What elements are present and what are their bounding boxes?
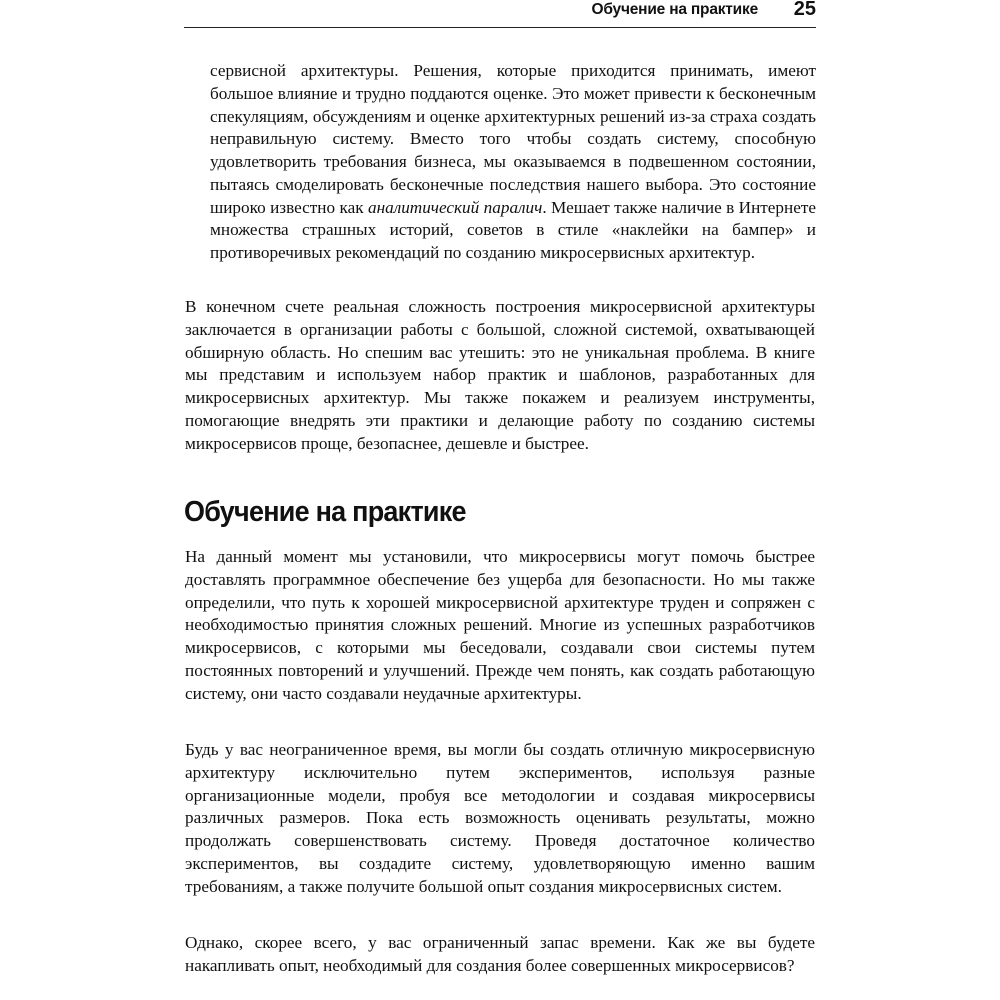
running-head-title: Обучение на практике: [591, 1, 758, 18]
running-head: [184, 0, 816, 28]
section-heading: Обучение на практике: [184, 496, 466, 528]
indented-paragraph: [210, 60, 816, 265]
page-number: 25: [793, 0, 816, 20]
quote-text-start: сервисной архитектуры. Решения, которые приходится принимать, имеют большое влияние и трудно поддаются оценке. Это может привести к бесконечным спекуляциям, обсуждениям и оценке архитектурных решений из-за страха создать неправильную систему. Вместо того чтобы создать систему, способную удовлетворить требования бизнеса, мы оказываемся в подвешенном состоянии, пытаясь смоделировать бесконечные последствия нашего выбора. Это состояние широко известно как: [210, 61, 816, 217]
paragraph-intro: На данный момент мы установили, что микросервисы могут помочь быстрее доставлять программное обеспечение без ущерба для безопасности. Но мы также определили, что путь к хорошей микросервисной архитектуре труден и сопряжен с необходимостью принятия сложных решений. Многие из успешных разработчиков микросервисов, с которыми мы беседовали, создавали свои системы путем постоянных повторений и улучшений. Прежде чем понять, как создать работающую систему, они часто создавали неудачные архитектуры.: [185, 547, 815, 703]
paragraph-complexity: В конечном счете реальная сложность построения микросервисной архитектуры заключается в организации работы с большой, сложной системой, охватывающей обширную область. Но спешим вас утешить: это не уникальная проблема. В книге мы представим и используем набор практик и шаблонов, разработанных для микросервисных архитектур. Мы также покажем и реализуем инструменты, помогающие внедрять эти практики и делающие работу по созданию системы микросервисов проще, безопаснее, дешевле и быстрее.: [185, 297, 815, 453]
paragraph-limited-time: Однако, скорее всего, у вас ограниченный запас времени. Как же вы будете накапливать опыт, необходимый для создания более совершенных микросервисов?: [185, 933, 815, 975]
quote-text-end: . Мешает также наличие в Интернете множества страшных историй, советов в стиле «наклейки на бампер» и противоречивых рекомендаций по созданию микросервисных архитектур.: [210, 197, 816, 262]
paragraph-unlimited-time: Будь у вас неограниченное время, вы могли бы создать отличную микросервисную архитектуру исключительно путем экспериментов, используя разные организационные модели, пробуя все методологии и создавая микросервисы различных размеров. Пока есть возможность оценивать результаты, можно продолжать совершенствовать систему. Проведя достаточное количество экспериментов, вы создадите систему, удовлетворяющую именно вашим требованиям, а также получите большой опыт создания микросервисных систем.: [185, 740, 815, 896]
quote-emphasis: аналитический паралич: [367, 197, 543, 217]
